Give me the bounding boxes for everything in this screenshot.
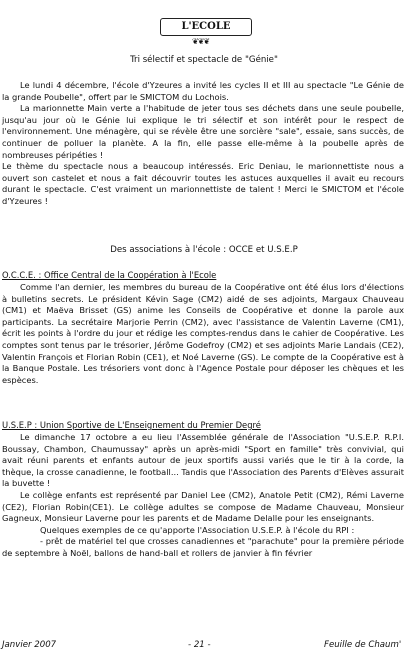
section-heading: Des associations à l'école : OCCE et U.S.E.P [110,245,298,255]
footer-page-number: - 21 - [188,640,211,650]
occe-heading: O.C.C.E. : Office Central de la Coopération à l'Ecole [2,270,217,280]
usep-heading: U.S.E.P : Union Sportive de L'Enseignement du Premier Degré [2,420,261,430]
section-title-box [160,18,252,36]
usep-paragraph-1: Le dimanche 17 octobre a eu lieu l'Assemblée générale de l'Association "U.S.E.P. R.P.I. Boussay, Chambon, Chaumussay" après un après-midi "Sport en famille" très convivial, qui avait réuni parents et enfants autour de jeux sportifs aussi variés que le tir à la corde, la thèque, la crosse canadienne, le football... Tandis que l'Association des Parents d'Elèves assurait la buvette ! [2,432,404,489]
occe-body [2,282,404,386]
footer-publication: Feuille de Chaum' [324,640,402,650]
usep-body [2,432,404,560]
article-paragraph-3: Le thème du spectacle nous a beaucoup intéressés. Eric Deniau, le marionnettiste nous a ouvert son castelet et nous a fait découvrir toutes les astuces auxquelles il avait eu recours durant le spectacle. C'est vraiment un marionnettiste de talent ! Merci le SMICTOM et l'école d'Yzeures ! [2,161,404,206]
occe-paragraph: Comme l'an dernier, les membres du bureau de la Coopérative ont été élus lors d'élections à bulletins secrets. Le président Kévin Sage (CM2) aidé de ses adjoints, Margaux Chauveau (CM1) et Maëva Brisset (GS) anime les Conseils de Coopérative et donne la parole aux participants. La secrétaire Marjorie Perrin (CM2), avec l'assistance de Valentin Laverne (CM1), écrit les points à l'ordre du jour et rédige les comptes-rendus dans le cahier de Coopérative. Les comptes sont tenus par le trésorier, Jérôme Godefroy (CM2) et ses adjoints Marie Landais (CE2), Valentin François et Florian Robin (CE1), et Noé Laverne (GS). Le compte de la Coopérative est à la Banque Postale. Les trésoriers vont donc à l'Agence Postale pour déposer les chèques et les espèces. [2,282,404,385]
usep-paragraph-4: - prêt de matériel tel que crosses canadiennes et "parachute" pour la première période de septembre à Noël, ballons de hand-ball et rollers de janvier à fin février [2,536,404,558]
article-body [2,80,404,208]
title-ornament: ❦❦❦ [192,37,210,46]
article-subtitle: Tri sélectif et spectacle de "Génie" [130,55,278,65]
article-paragraph-1: Le lundi 4 décembre, l'école d'Yzeures a invité les cycles II et III au spectacle "Le Génie de la grande Poubelle", offert par le SMICTOM du Lochois. [2,80,404,102]
usep-paragraph-2: Le collège enfants est représenté par Daniel Lee (CM2), Anatole Petit (CM2), Rémi Laverne (CE2), Florian Robin(CE1). Le collège adultes se compose de Madame Chauveau, Monsieur Gagneux, Monsieur Laverne pour les parents et de Madame Delalle pour les enseignants. [2,489,404,524]
usep-paragraph-3: Quelques exemples de ce qu'apporte l'Association U.S.E.P. à l'école du RPI : [40,524,355,535]
section-title: L'ECOLE [181,21,231,32]
footer-date: Janvier 2007 [2,640,57,650]
article-paragraph-2: La marionnette Main verte a l'habitude de jeter tous ses déchets dans une seule poubelle, jusqu'au jour où le Génie lui explique le tri sélectif et son intérêt pour le respect de l'environnement. Une ménagère, qui se révèle être une sorcière "sale", essaie, sans succès, de continuer de polluer la planète. A la fin, elle passe elle-même à la poubelle après de nombreuses péripéties ! [2,103,404,160]
